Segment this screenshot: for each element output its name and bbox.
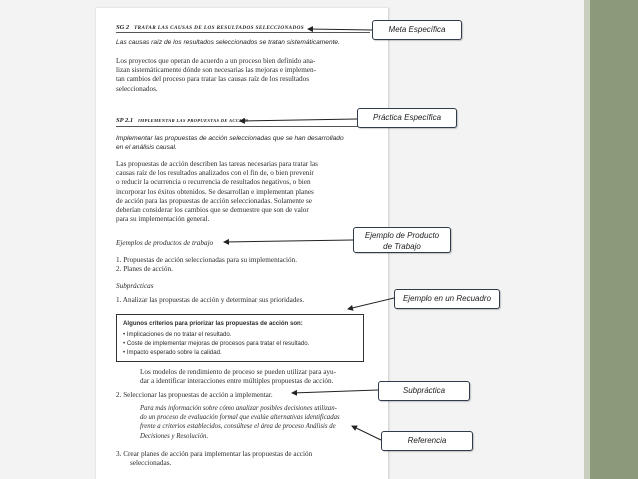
subpractice-3-line: 3. Crear planes de acción para implementar las propuestas de acción	[116, 450, 313, 458]
sg-paragraph-line: Los proyectos que operan de acuerdo a un proceso bien definido ana-	[116, 57, 316, 65]
callout-ejemplo-producto	[353, 227, 451, 253]
callout-producto-label-1: Ejemplo de Producto	[364, 231, 440, 240]
callout-producto-label-2: de Trabajo	[383, 242, 421, 251]
sp-paragraph-line: causas raíz de los resultados analizados con el fin de, o bien prevenir	[116, 169, 314, 178]
subpractices-heading: Subprácticas	[116, 282, 154, 290]
arrow-referencia	[352, 426, 381, 440]
model-paragraph-line: Los modelos de rendimiento de proceso se pueden utilizar para ayu-	[140, 368, 336, 376]
callout-practica-especifica	[357, 108, 457, 128]
subpractice-2: 2. Seleccionar las propuestas de acción a implementar.	[116, 391, 273, 399]
arrow-subpractica	[292, 390, 378, 393]
example-box-title: Algunos criterios para priorizar las propuestas de acción son:	[123, 320, 303, 327]
reference-line: do un proceso de evaluación formal que evalúe alternativas identificadas	[140, 414, 340, 422]
callout-ejemplo-recuadro	[394, 289, 500, 309]
callout-practica-label: Práctica Específica	[372, 113, 442, 122]
sp-title: IMPLEMENTAR LAS PROPUESTAS DE ACCIÓN	[137, 118, 249, 123]
sg-statement: Las causas raíz de los resultados seleccionados se tratan sistemáticamente.	[116, 39, 340, 46]
arrow-producto	[224, 240, 353, 242]
sp-label: SP 2.1	[116, 117, 134, 124]
sg-label: SG 2	[116, 24, 130, 31]
sg-paragraph-line: seleccionados.	[116, 84, 158, 93]
sp-paragraph-line: incorporar los éxitos obtenidos. Se desarrollan e implementan planes	[116, 187, 314, 196]
work-product-item: 2. Planes de acción.	[116, 265, 173, 274]
sg-paragraph-line: lizan sistemáticamente dónde son necesarias las mejoras e implemen-	[116, 66, 316, 75]
work-product-item: 1. Propuestas de acción seleccionadas para su implementación.	[116, 256, 298, 264]
sg-title: TRATAR LAS CAUSAS DE LOS RESULTADOS SELECCIONADOS	[134, 25, 305, 31]
sp-statement-line: en el análisis causal.	[116, 144, 177, 151]
callout-referencia	[381, 431, 473, 451]
sp-paragraph-line: Las propuestas de acción describen las tareas necesarias para tratar las	[116, 160, 318, 168]
example-box-item: • Implicaciones de no tratar el resultado.	[123, 331, 232, 338]
sp-paragraph-line: para su implementación general.	[116, 215, 210, 224]
callout-meta-label: Meta Específica	[388, 25, 446, 34]
example-box-item: • Impacto esperado sobre la calidad.	[123, 349, 222, 356]
callout-referencia-label: Referencia	[407, 436, 447, 445]
arrow-meta	[308, 29, 372, 30]
subpractice-3-line: seleccionadas.	[130, 459, 172, 468]
reference-line: frente a criterios establecidos, consúltese el área de proceso Análisis de	[140, 423, 336, 431]
model-paragraph-line: dar a identificar interacciones entre múltiples propuestas de acción.	[140, 377, 334, 386]
arrow-practica	[240, 119, 357, 121]
sp-statement-line: Implementar las propuestas de acción seleccionadas que se han desarrollado	[116, 135, 344, 142]
subpractice-1: 1. Analizar las propuestas de acción y determinar sus prioridades.	[116, 296, 305, 304]
arrow-recuadro	[348, 298, 394, 309]
callout-recuadro-label: Ejemplo en un Recuadro	[402, 294, 492, 303]
work-products-heading: Ejemplos de productos de trabajo	[116, 239, 214, 247]
sp-paragraph-line: o reducir la ocurrencia o recurrencia de resultados negativos, o bien	[116, 178, 311, 187]
sg-paragraph-line: tan cambios del proceso para tratar las causas raíz de los resultados	[116, 75, 309, 84]
sp-paragraph-line: de acción para las propuestas de acción seleccionadas. Solamente se	[116, 196, 312, 205]
sp-paragraph-line: deberían considerar los cambios que se demuestre que son de valor	[116, 206, 309, 215]
reference-line: Para más información sobre cómo analizar posibles decisiones utilizan-	[140, 405, 337, 412]
callout-meta-especifica	[372, 20, 462, 40]
reference-line: Decisiones y Resolución.	[140, 432, 209, 440]
callout-subpractica	[378, 381, 470, 401]
example-box-item: • Coste de implementar mejoras de procesos para tratar el resultado.	[123, 340, 310, 347]
callout-subpractica-label: Subpráctica	[402, 386, 446, 395]
